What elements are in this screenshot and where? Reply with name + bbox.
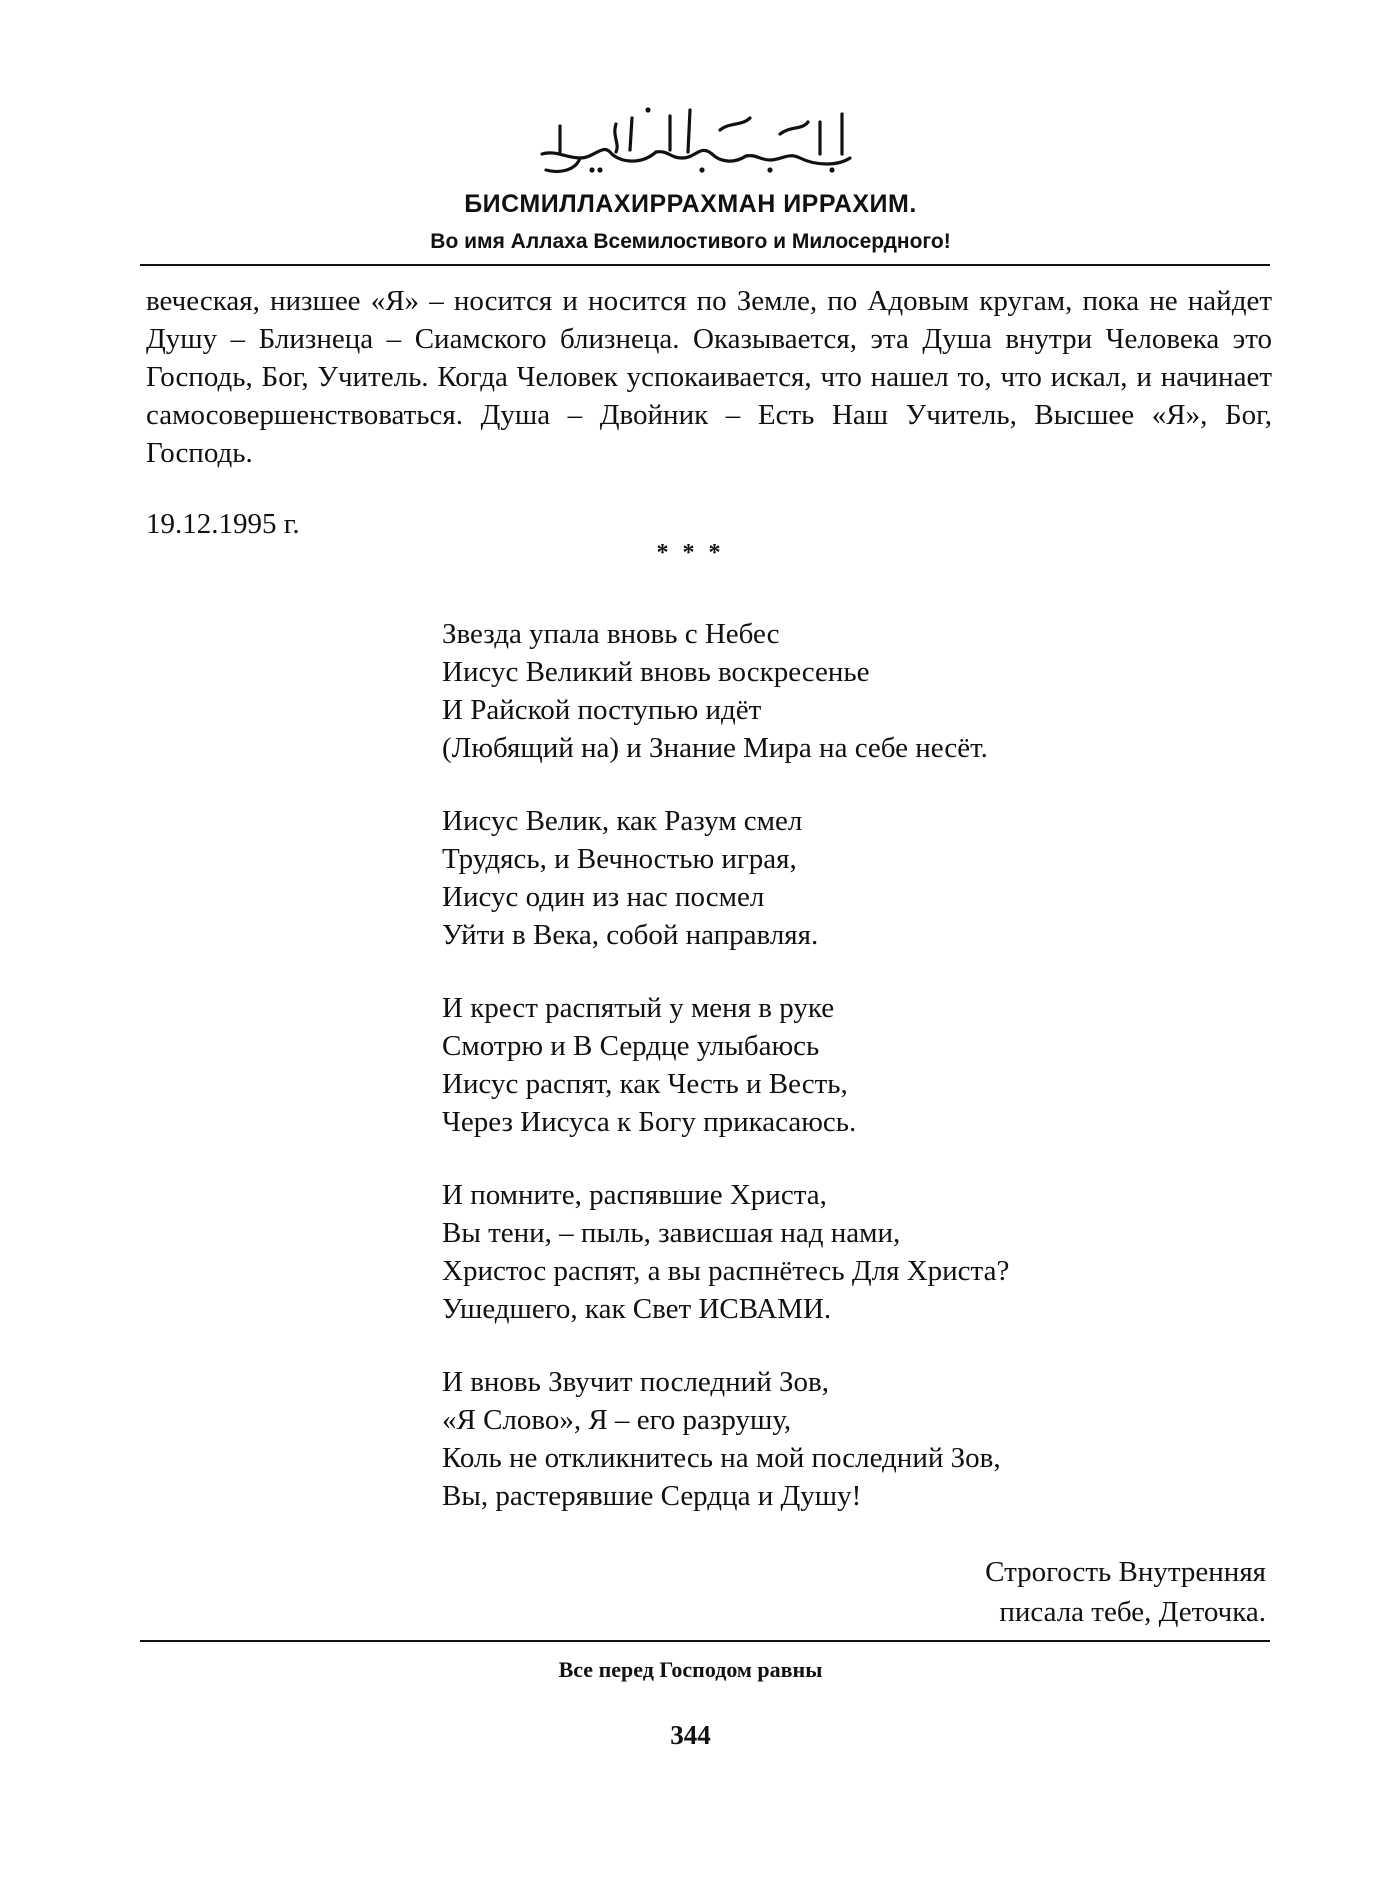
header-title: БИСМИЛЛАХИРРАХМАН ИРРАХИМ. [464,190,917,218]
poem-line: Смотрю и В Сердце улыбаюсь [442,1030,820,1062]
poem-line: Ушедшего, как Свет ИСВАМИ. [442,1293,832,1325]
poem-line: Через Иисуса к Богу прикасаюсь. [442,1106,857,1138]
header-divider [140,264,1270,266]
prose-block [146,282,1272,472]
footer-title: Все перед Господом равны [558,1657,823,1682]
poem-line: Уйти в Века, собой направляя. [442,919,819,951]
stanza [442,1176,1262,1328]
poem-line: Звезда упала вновь с Небес [442,618,780,650]
stanza [442,615,1262,767]
poem-line: Коль не откликнитесь на мой последний Зов, [442,1442,1001,1474]
poem-line: И Райской поступью идёт [442,694,762,726]
poem-line: (Любящий на) и Знание Мира на себе несёт. [442,732,988,764]
poem-line: И помните, распявшие Христа, [442,1179,827,1211]
poem-line: Христос распят, а вы распнётесь Для Христа? [442,1255,1010,1287]
poem-line: И крест распятый у меня в руке [442,992,835,1024]
poem-line: Вы, растерявшие Сердца и Душу! [442,1480,862,1512]
poem [442,615,1262,1550]
poem-line: Иисус один из нас посмел [442,881,765,913]
signature [985,1552,1266,1632]
poem-line: Вы тени, – пыль, зависшая над нами, [442,1217,901,1249]
footer-divider [140,1640,1270,1642]
stanza [442,802,1262,954]
stanza [442,989,1262,1141]
prose-paragraph: веческая, низшее «Я» – носится и носится по Земле, по Адовым кругам, пока не найдет Душу – Близнеца – Сиамского близнеца. Оказывается, эта Душа внутри Человека это Господь, Бог, Учитель. Когда Человек успокаивается, что нашел то, что искал, и начинает самосовершенствоваться. Душа – Двойник – Есть Наш Учитель, Высшее «Я», Бог, Господь. [146,285,1272,469]
stanza [442,1363,1262,1515]
date: 19.12.1995 г. [146,508,300,540]
poem-line: Трудясь, и Вечностью играя, [442,843,797,875]
poem-line: «Я Слово», Я – его разрушу, [442,1404,792,1436]
poem-line: И вновь Звучит последний Зов, [442,1366,829,1398]
page-number: 344 [670,1720,711,1750]
header-subtitle: Во имя Аллаха Всемилостивого и Милосердного! [430,230,951,253]
section-separator: * * * [656,540,725,566]
basmala-calligraphy [520,100,865,180]
poem-line: Иисус Великий вновь воскресенье [442,656,870,688]
signature-line: писала тебе, Деточка. [999,1596,1266,1628]
poem-line: Иисус распят, как Честь и Весть, [442,1068,848,1100]
signature-line: Строгость Внутренняя [985,1556,1266,1588]
poem-line: Иисус Велик, как Разум смел [442,805,803,837]
